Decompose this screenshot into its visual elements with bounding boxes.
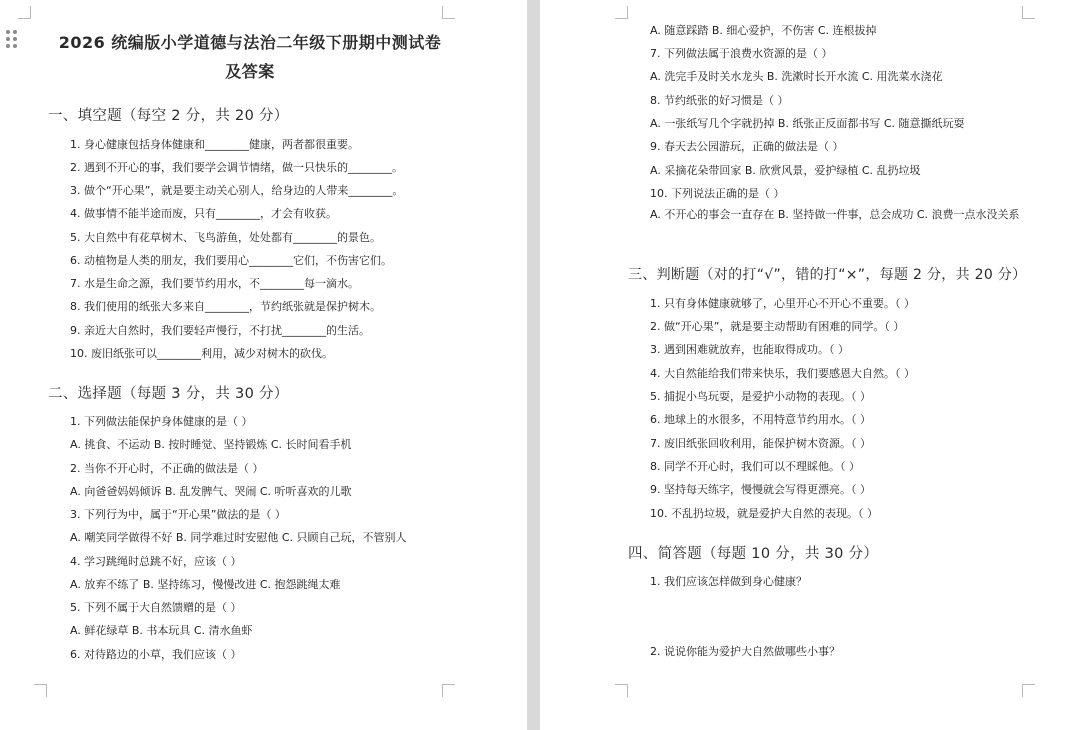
drag-handle-icon[interactable] — [6, 30, 18, 48]
question-line: 5. 下列不属于大自然馈赠的是（ ） — [70, 601, 242, 614]
page-corner-mark — [1022, 6, 1035, 19]
page-left — [0, 0, 527, 730]
question-line: 1. 只有身体健康就够了，心里开心不开心不重要。（ ） — [650, 297, 915, 310]
question-line: 7. 废旧纸张回收利用，能保护树木资源。（ ） — [650, 437, 871, 450]
option-line: A. 挑食、不运动 B. 按时睡觉、坚持锻炼 C. 长时间看手机 — [70, 438, 352, 451]
document-title-line2: 及答案 — [225, 62, 275, 81]
option-line: A. 随意踩踏 B. 细心爱护，不伤害 C. 连根拔掉 — [650, 24, 877, 37]
option-line: A. 嘲笑同学做得不好 B. 同学难过时安慰他 C. 只顾自己玩，不管别人 — [70, 531, 407, 544]
section-heading-short-answer: 四、简答题（每题 10 分，共 30 分） — [628, 546, 879, 562]
option-line-wrapped: A. 不开心的事会一直存在 B. 坚持做一件事，总会成功 C. 浪费一点水没关系 — [650, 208, 1020, 221]
question-line: 9. 亲近大自然时，我们要轻声慢行，不打扰________的生活。 — [70, 324, 370, 337]
option-line: A. 一张纸写几个字就扔掉 B. 纸张正反面都书写 C. 随意撕纸玩耍 — [650, 117, 965, 130]
question-line: 10. 不乱扔垃圾，就是爱护大自然的表现。（ ） — [650, 507, 878, 520]
question-line: 2. 做“开心果”，就是要主动帮助有困难的同学。（ ） — [650, 320, 905, 333]
question-line: 6. 对待路边的小草，我们应该（ ） — [70, 648, 242, 661]
section-heading-fill-blank: 一、填空题（每空 2 分，共 20 分） — [48, 108, 289, 124]
question-line: 5. 捕捉小鸟玩耍，是爱护小动物的表现。（ ） — [650, 390, 871, 403]
page-right — [540, 0, 1080, 730]
page-corner-mark — [442, 684, 455, 697]
page-gap — [527, 0, 540, 730]
question-line: 3. 下列行为中，属于“开心果”做法的是（ ） — [70, 508, 286, 521]
question-line: 8. 同学不开心时，我们可以不理睬他。（ ） — [650, 460, 860, 473]
question-line: 4. 做事情不能半途而废，只有________，才会有收获。 — [70, 207, 337, 220]
question-line: 8. 我们使用的纸张大多来自________，节约纸张就是保护树木。 — [70, 300, 381, 313]
document-title-line1: 2026 统编版小学道德与法治二年级下册期中测试卷 — [58, 33, 442, 52]
page-corner-mark — [18, 6, 31, 19]
option-line: A. 鲜花绿草 B. 书本玩具 C. 清水鱼虾 — [70, 624, 253, 637]
question-line: 9. 坚持每天练字，慢慢就会写得更漂亮。（ ） — [650, 483, 871, 496]
page-corner-mark — [442, 6, 455, 19]
option-line: A. 放弃不练了 B. 坚持练习，慢慢改进 C. 抱怨跳绳太难 — [70, 578, 341, 591]
option-line: A. 洗完手及时关水龙头 B. 洗漱时长开水流 C. 用洗菜水浇花 — [650, 70, 943, 83]
question-line: 1. 下列做法能保护身体健康的是（ ） — [70, 415, 253, 428]
page-corner-mark — [615, 6, 628, 19]
section-heading-multiple-choice: 二、选择题（每题 3 分，共 30 分） — [48, 386, 289, 402]
question-line: 1. 身心健康包括身体健康和________健康，两者都很重要。 — [70, 138, 359, 151]
question-line: 6. 动植物是人类的朋友，我们要用心________它们，不伤害它们。 — [70, 254, 392, 267]
question-line: 6. 地球上的水很多，不用特意节约用水。（ ） — [650, 413, 871, 426]
option-line: A. 采摘花朵带回家 B. 欣赏风景，爱护绿植 C. 乱扔垃圾 — [650, 164, 921, 177]
question-line: 10. 下列说法正确的是（ ） — [650, 187, 785, 200]
question-line: 9. 春天去公园游玩，正确的做法是（ ） — [650, 140, 844, 153]
page-corner-mark — [34, 684, 47, 697]
question-line: 4. 大自然能给我们带来快乐，我们要感恩大自然。（ ） — [650, 367, 915, 380]
question-line: 8. 节约纸张的好习惯是（ ） — [650, 94, 789, 107]
question-line: 2. 遇到不开心的事，我们要学会调节情绪，做一只快乐的________。 — [70, 161, 403, 174]
page-corner-mark — [1022, 684, 1035, 697]
question-line: 3. 做个“开心果”，就是要主动关心别人，给身边的人带来________。 — [70, 184, 404, 197]
question-line: 1. 我们应该怎样做到身心健康？ — [650, 575, 807, 588]
option-line: A. 向爸爸妈妈倾诉 B. 乱发脾气、哭闹 C. 听听喜欢的儿歌 — [70, 485, 352, 498]
page-corner-mark — [615, 684, 628, 697]
question-line: 10. 废旧纸张可以________利用，减少对树木的砍伐。 — [70, 347, 333, 360]
section-heading-true-false: 三、判断题（对的打“√”，错的打“×”，每题 2 分，共 20 分） — [628, 267, 1027, 283]
question-line: 7. 水是生命之源，我们要节约用水，不________每一滴水。 — [70, 277, 359, 290]
question-line: 2. 当你不开心时，不正确的做法是（ ） — [70, 462, 264, 475]
question-line: 7. 下列做法属于浪费水资源的是（ ） — [650, 47, 833, 60]
question-line: 5. 大自然中有花草树木、飞鸟游鱼，处处都有________的景色。 — [70, 231, 381, 244]
question-line: 2. 说说你能为爱护大自然做哪些小事？ — [650, 645, 840, 658]
question-line: 3. 遇到困难就放弃，也能取得成功。（ ） — [650, 343, 849, 356]
question-line: 4. 学习跳绳时总跳不好，应该（ ） — [70, 555, 242, 568]
